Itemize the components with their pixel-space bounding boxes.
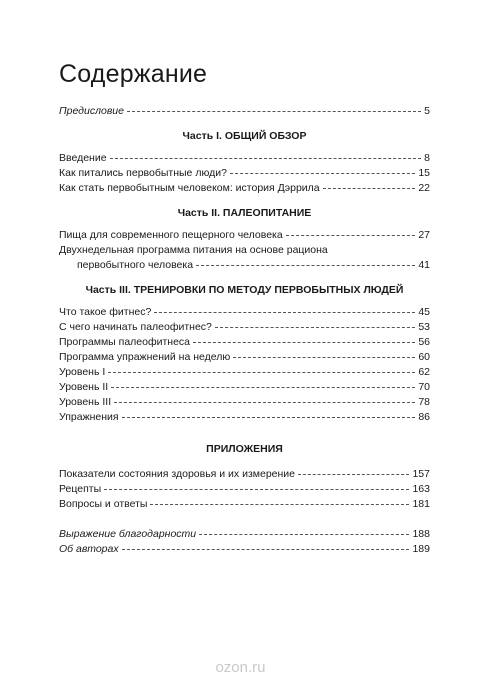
toc-entry[interactable] bbox=[59, 467, 430, 482]
toc-entry-page: 78 bbox=[418, 396, 430, 408]
toc-entry-preface[interactable] bbox=[59, 104, 430, 119]
dot-leader bbox=[114, 402, 415, 403]
toc-entry-label: Как питались первобытные люди? bbox=[59, 167, 227, 179]
toc-entry[interactable] bbox=[59, 350, 430, 365]
toc-entry-page: 53 bbox=[418, 321, 430, 333]
toc-entry[interactable] bbox=[59, 380, 430, 395]
dot-leader bbox=[108, 372, 415, 373]
dot-leader bbox=[150, 504, 409, 505]
section-heading-appendix: ПРИЛОЖЕНИЯ bbox=[206, 443, 283, 455]
toc-entry[interactable] bbox=[59, 482, 430, 497]
toc-entry-label: Уровень I bbox=[59, 366, 106, 378]
dot-leader bbox=[122, 417, 416, 418]
toc-entry-acknowledgements[interactable] bbox=[59, 527, 430, 542]
toc-entry[interactable] bbox=[59, 410, 430, 425]
toc-entry-label: Рецепты bbox=[59, 483, 102, 495]
toc-entry-label: Программы палеофитнеса bbox=[59, 336, 191, 348]
dot-leader bbox=[199, 534, 409, 535]
toc-entry-page: 62 bbox=[418, 366, 430, 378]
toc-entry-label: Введение bbox=[59, 152, 107, 164]
toc-entry-page: 70 bbox=[418, 381, 430, 393]
dot-leader bbox=[111, 387, 415, 388]
dot-leader bbox=[154, 312, 415, 313]
toc-entry[interactable] bbox=[59, 497, 430, 512]
toc-entry-page: 86 bbox=[418, 411, 430, 423]
toc-entry-page: 15 bbox=[418, 167, 430, 179]
toc-entry-page: 157 bbox=[412, 468, 430, 480]
toc-entry-label: Что такое фитнес? bbox=[59, 306, 152, 318]
toc-entry-page: 163 bbox=[412, 483, 430, 495]
dot-leader bbox=[127, 111, 421, 112]
dot-leader bbox=[215, 327, 415, 328]
toc-entry-label: Об авторах bbox=[59, 543, 119, 555]
toc-entry-label: Показатели состояния здоровья и их измерение bbox=[59, 468, 296, 480]
toc-entry-page: 60 bbox=[418, 351, 430, 363]
toc-entry-page: 5 bbox=[424, 105, 430, 117]
toc-entry-page: 56 bbox=[418, 336, 430, 348]
toc-entry-page: 41 bbox=[418, 259, 430, 271]
toc-entry-label: Вопросы и ответы bbox=[59, 498, 148, 510]
toc-entry[interactable] bbox=[59, 228, 430, 243]
toc-entry[interactable] bbox=[59, 166, 430, 181]
toc-entry-label: Пища для современного пещерного человека bbox=[59, 229, 283, 241]
toc-entry-label: Выражение благодарности bbox=[59, 528, 197, 540]
toc-entry-multiline[interactable] bbox=[59, 243, 430, 273]
toc-entry[interactable] bbox=[59, 395, 430, 410]
section-heading-part1: Часть I. ОБЩИЙ ОБЗОР bbox=[182, 130, 307, 142]
dot-leader bbox=[196, 265, 415, 266]
toc-entry-page: 8 bbox=[424, 152, 430, 164]
toc-entry-label: Программа упражнений на неделю bbox=[59, 351, 231, 363]
toc-entry-label: Как стать первобытным человеком: история Дэррила bbox=[59, 182, 320, 194]
toc-entry-label: Упражнения bbox=[59, 411, 119, 423]
toc-entry-label: Уровень III bbox=[59, 396, 112, 408]
dot-leader bbox=[323, 188, 416, 189]
toc-entry[interactable] bbox=[59, 335, 430, 350]
toc-entry-about-authors[interactable] bbox=[59, 542, 430, 557]
toc-entry-label: С чего начинать палеофитнес? bbox=[59, 321, 212, 333]
section-heading-part3: Часть III. ТРЕНИРОВКИ ПО МЕТОДУ ПЕРВОБЫТНЫХ ЛЮДЕЙ bbox=[85, 284, 404, 296]
toc-entry-page: 189 bbox=[412, 543, 430, 555]
dot-leader bbox=[122, 549, 410, 550]
toc-entry[interactable] bbox=[59, 151, 430, 166]
toc-entry-label: Предисловие bbox=[59, 105, 124, 117]
toc-entry-page: 45 bbox=[418, 306, 430, 318]
dot-leader bbox=[110, 158, 422, 159]
watermark-text: ozon.ru bbox=[215, 659, 266, 676]
dot-leader bbox=[104, 489, 409, 490]
toc-entry-label-line1: Двухнедельная программа питания на основе рациона bbox=[59, 244, 328, 256]
dot-leader bbox=[298, 474, 409, 475]
dot-leader bbox=[230, 173, 415, 174]
toc-entry[interactable] bbox=[59, 305, 430, 320]
toc-entry[interactable] bbox=[59, 320, 430, 335]
toc-entry-page: 181 bbox=[412, 498, 430, 510]
toc-entry-page: 27 bbox=[418, 229, 430, 241]
table-of-contents bbox=[59, 104, 430, 557]
dot-leader bbox=[193, 342, 415, 343]
toc-entry[interactable] bbox=[59, 181, 430, 196]
section-heading-part2: Часть II. ПАЛЕОПИТАНИЕ bbox=[177, 207, 312, 219]
toc-entry-label-line2: первобытного человека bbox=[77, 259, 194, 271]
page-title: Содержание bbox=[59, 60, 208, 88]
toc-entry-page: 188 bbox=[412, 528, 430, 540]
toc-entry[interactable] bbox=[59, 365, 430, 380]
toc-entry-page: 22 bbox=[418, 182, 430, 194]
dot-leader bbox=[233, 357, 415, 358]
toc-entry-label: Уровень II bbox=[59, 381, 109, 393]
dot-leader bbox=[286, 235, 416, 236]
